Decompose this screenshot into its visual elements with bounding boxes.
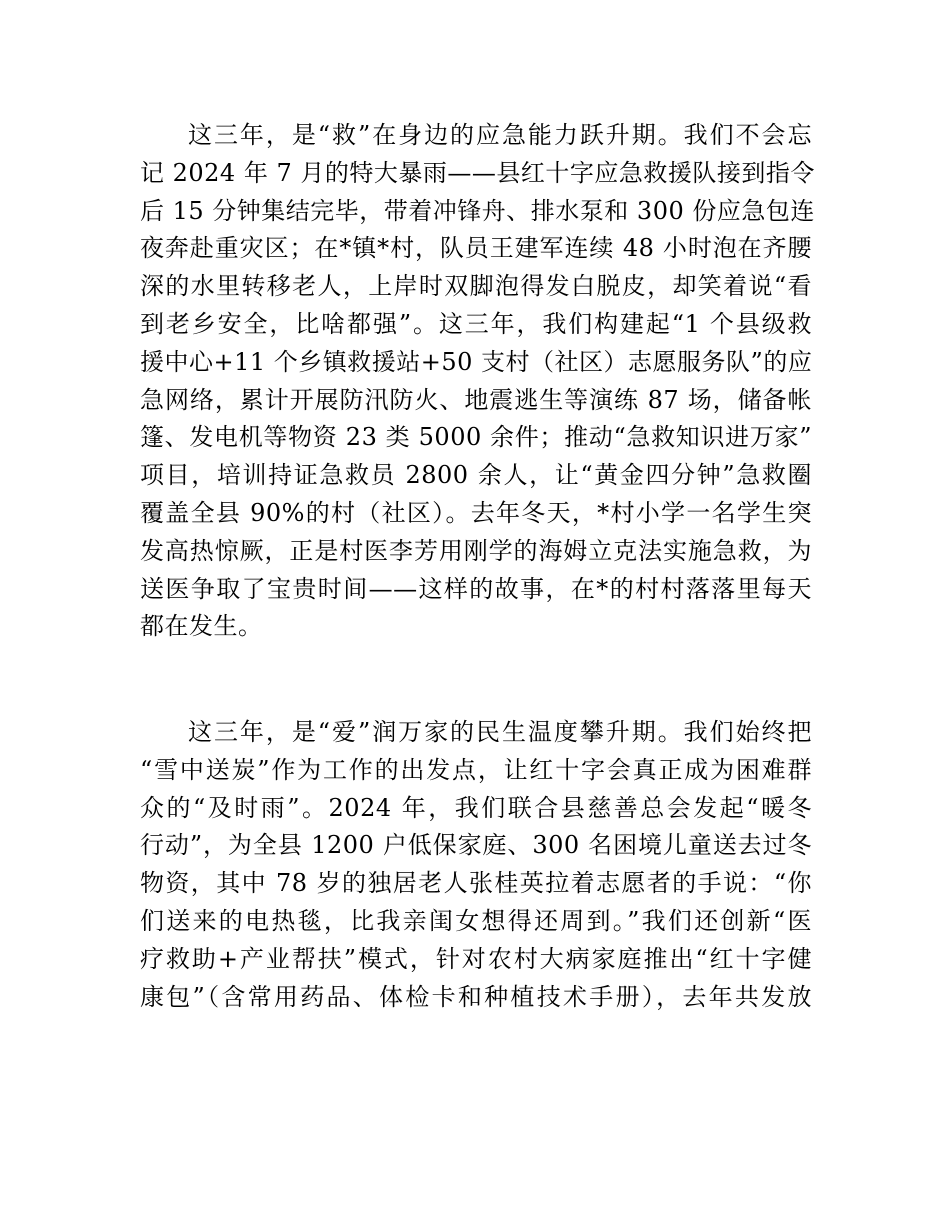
text-line: 深的水里转移老人，上岸时双脚泡得发白脱皮，却笑着说“看 [140, 272, 812, 301]
text-line: 行动”，为全县 1200 户低保家庭、300 名困境儿童送去过冬 [140, 831, 812, 860]
text-line: 记 2024 年 7 月的特大暴雨——县红十字应急救援队接到指令 [140, 158, 815, 187]
text-line: 覆盖全县 90%的村（社区）。去年冬天，*村小学一名学生突 [140, 498, 812, 527]
text-line: 篷、发电机等物资 23 类 5000 余件；推动“急救知识进万家” [140, 423, 812, 452]
text-line: 发高热惊厥，正是村医李芳用刚学的海姆立克法实施急救，为 [140, 536, 812, 565]
text-line: 项目，培训持证急救员 2800 余人，让“黄金四分钟”急救圈 [140, 461, 812, 490]
text-line: 夜奔赴重灾区；在*镇*村，队员王建军连续 48 小时泡在齐腰 [140, 234, 812, 263]
text-line: “雪中送炭”作为工作的出发点，让红十字会真正成为困难群 [140, 755, 812, 784]
text-line: 众的“及时雨”。2024 年，我们联合县慈善总会发起“暖冬 [140, 793, 812, 822]
text-line: 援中心+11 个乡镇救援站+50 支村（社区）志愿服务队”的应 [140, 347, 813, 376]
text-line: 疗救助+产业帮扶”模式，针对农村大病家庭推出“红十字健 [140, 944, 812, 973]
text-line: 这三年，是“爱”润万家的民生温度攀升期。我们始终把 [188, 718, 812, 746]
paragraph-emergency-rescue [140, 117, 815, 646]
text-line: 们送来的电热毯，比我亲闺女想得还周到。”我们还创新“医 [140, 906, 812, 935]
text-line: 后 15 分钟集结完毕，带着冲锋舟、排水泵和 300 份应急包连 [140, 196, 815, 225]
text-line: 送医争取了宝贵时间——这样的故事，在*的村村落落里每天 [140, 574, 812, 603]
text-line: 急网络，累计开展防汛防火、地震逃生等演练 87 场，储备帐 [140, 385, 812, 414]
text-line: 这三年，是“救”在身边的应急能力跃升期。我们不会忘 [188, 121, 812, 149]
paragraph-livelihood-care [140, 714, 812, 1016]
text-line: 到老乡安全，比啥都强”。这三年，我们构建起“1 个县级救 [140, 309, 812, 338]
text-line: 物资，其中 78 岁的独居老人张桂英拉着志愿者的手说：“你 [140, 869, 812, 898]
text-line: 都在发生。 [140, 612, 263, 641]
text-line: 康包”（含常用药品、体检卡和种植技术手册），去年共发放 [140, 982, 812, 1011]
